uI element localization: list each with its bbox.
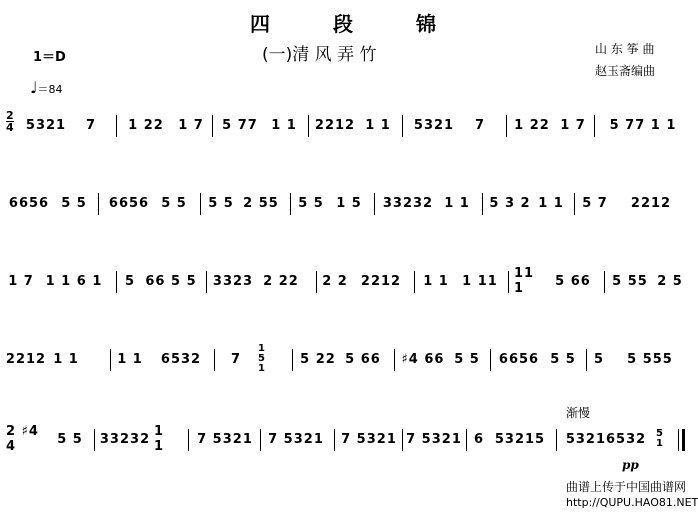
measure: 6656 bbox=[8, 195, 50, 211]
origin-label: 山 东 筝 曲 bbox=[595, 42, 655, 56]
measure: 5 66 bbox=[345, 351, 381, 367]
footer-url: http://QUPU.HAO81.NET bbox=[566, 496, 698, 509]
measure: 53215 bbox=[494, 431, 546, 447]
measure: 6532 bbox=[160, 351, 202, 367]
measure: 5 3 2 bbox=[489, 195, 531, 211]
measure: 5 1 bbox=[656, 428, 664, 449]
barline bbox=[94, 429, 95, 451]
subtitle: (一)清 风 弄 竹 bbox=[262, 45, 377, 65]
title-char-2: 段 bbox=[332, 12, 355, 36]
dynamic-marking: pp bbox=[622, 458, 639, 472]
barline bbox=[116, 271, 117, 293]
staff-system-1 bbox=[6, 100, 690, 150]
barline bbox=[188, 429, 189, 451]
measure: 5 555 bbox=[627, 351, 673, 367]
barline bbox=[394, 349, 395, 371]
measure: 5 bbox=[124, 273, 136, 289]
measure: 3323 bbox=[212, 273, 254, 289]
barline bbox=[98, 193, 99, 215]
measure: 5 5 bbox=[161, 195, 187, 211]
barline bbox=[316, 271, 317, 293]
barline bbox=[604, 271, 605, 293]
barline bbox=[402, 115, 403, 137]
measure: 1 1 bbox=[154, 424, 165, 454]
barline bbox=[212, 115, 213, 137]
measure: 5 5 bbox=[208, 195, 234, 211]
barline bbox=[594, 115, 595, 137]
measure: 7 5321 bbox=[197, 431, 253, 447]
barline bbox=[466, 429, 467, 451]
measure: 5 77 1 1 bbox=[609, 117, 677, 133]
footer-site-text: 曲谱上传于中国曲谱网 bbox=[566, 480, 687, 494]
barline bbox=[482, 193, 483, 215]
measure: 2 5 bbox=[657, 273, 683, 289]
title-char-1: 四 bbox=[250, 12, 272, 36]
measure: 5 5 bbox=[61, 195, 87, 211]
staff-system-4 bbox=[6, 334, 690, 384]
measure: 5 5 bbox=[57, 431, 83, 447]
barline bbox=[116, 115, 117, 137]
measure: 1 1 bbox=[117, 351, 143, 367]
measure: 53216532 bbox=[565, 431, 647, 447]
measure: 7 5321 bbox=[406, 431, 462, 447]
barline bbox=[308, 115, 309, 137]
barline bbox=[214, 349, 215, 371]
measure: 2 2 bbox=[322, 273, 348, 289]
final-barline-thick bbox=[682, 429, 685, 451]
measure: 5 77 bbox=[222, 117, 258, 133]
measure: 1 1 6 1 bbox=[45, 273, 103, 289]
measure: 1 1 bbox=[538, 195, 564, 211]
quarter-note-icon: ♩ bbox=[30, 78, 38, 97]
title-char-3: 锦 bbox=[415, 12, 438, 36]
measure: 1 1 bbox=[423, 273, 449, 289]
measure: 1 22 bbox=[514, 117, 550, 133]
measure: 1 22 bbox=[128, 117, 164, 133]
measure: 2212 bbox=[630, 195, 672, 211]
measure: 1 5 bbox=[336, 195, 362, 211]
barline bbox=[260, 429, 261, 451]
measure: 1 5 1 bbox=[258, 343, 266, 374]
barline bbox=[508, 271, 509, 293]
staff-system-2 bbox=[6, 178, 690, 228]
measure: 2 ♯4 4 bbox=[6, 424, 39, 454]
barline bbox=[574, 193, 575, 215]
barline bbox=[556, 429, 557, 451]
measure: 33232 bbox=[99, 431, 151, 447]
barline bbox=[414, 271, 415, 293]
measure: 33232 bbox=[382, 195, 434, 211]
measure: 7 bbox=[85, 117, 97, 133]
measure: 7 bbox=[230, 351, 242, 367]
barline bbox=[292, 349, 293, 371]
measure: 7 5321 bbox=[268, 431, 324, 447]
barline bbox=[290, 193, 291, 215]
tempo-marking bbox=[30, 78, 63, 97]
measure: 66 5 5 bbox=[145, 273, 197, 289]
arranger-label: 赵玉斋编曲 bbox=[595, 64, 656, 78]
measure: 1 1 bbox=[53, 351, 79, 367]
key-signature: 1＝D bbox=[33, 50, 66, 65]
barline bbox=[110, 349, 111, 371]
measure: 11 1 bbox=[514, 266, 535, 296]
tempo-value: ＝84 bbox=[37, 83, 63, 96]
measure: 5321 bbox=[413, 117, 455, 133]
measure: 1 1 bbox=[365, 117, 391, 133]
barline bbox=[402, 429, 403, 451]
staff-system-3 bbox=[6, 256, 690, 306]
measure: 6656 bbox=[498, 351, 540, 367]
measure: 1 7 bbox=[560, 117, 586, 133]
measure: 2 22 bbox=[263, 273, 299, 289]
final-barline-thin bbox=[678, 429, 679, 451]
measure: 7 bbox=[474, 117, 486, 133]
measure: 1 1 bbox=[271, 117, 297, 133]
barline bbox=[586, 349, 587, 371]
tempo-change-marking: 渐慢 bbox=[566, 406, 591, 420]
measure: 5 5 bbox=[550, 351, 576, 367]
measure: 5321 bbox=[25, 117, 67, 133]
measure: 5 22 bbox=[300, 351, 336, 367]
barline bbox=[334, 429, 335, 451]
measure: 2 55 bbox=[243, 195, 279, 211]
barline bbox=[490, 349, 491, 371]
measure: 7 5321 bbox=[341, 431, 397, 447]
measure: 5 55 bbox=[612, 273, 648, 289]
measure: 5 5 bbox=[298, 195, 324, 211]
measure: 2212 bbox=[5, 351, 47, 367]
staff-system-5 bbox=[6, 414, 690, 464]
measure: 1 11 bbox=[462, 273, 498, 289]
measure: 5 7 bbox=[582, 195, 608, 211]
barline bbox=[506, 115, 507, 137]
measure: 1 7 bbox=[178, 117, 204, 133]
measure: 5 bbox=[593, 351, 605, 367]
measure: 5 66 bbox=[555, 273, 591, 289]
barline bbox=[200, 193, 201, 215]
measure: ♯4 66 bbox=[401, 351, 445, 367]
measure: 6656 bbox=[108, 195, 150, 211]
measure: 1 1 bbox=[444, 195, 470, 211]
measure: 2212 bbox=[314, 117, 356, 133]
barline bbox=[374, 193, 375, 215]
measure: 2212 bbox=[360, 273, 402, 289]
measure: 6 bbox=[473, 431, 485, 447]
measure: 1 7 bbox=[8, 273, 34, 289]
time-signature: 2 4 bbox=[6, 109, 14, 134]
measure: 5 5 bbox=[454, 351, 480, 367]
page-title bbox=[250, 8, 438, 37]
barline bbox=[206, 271, 207, 293]
